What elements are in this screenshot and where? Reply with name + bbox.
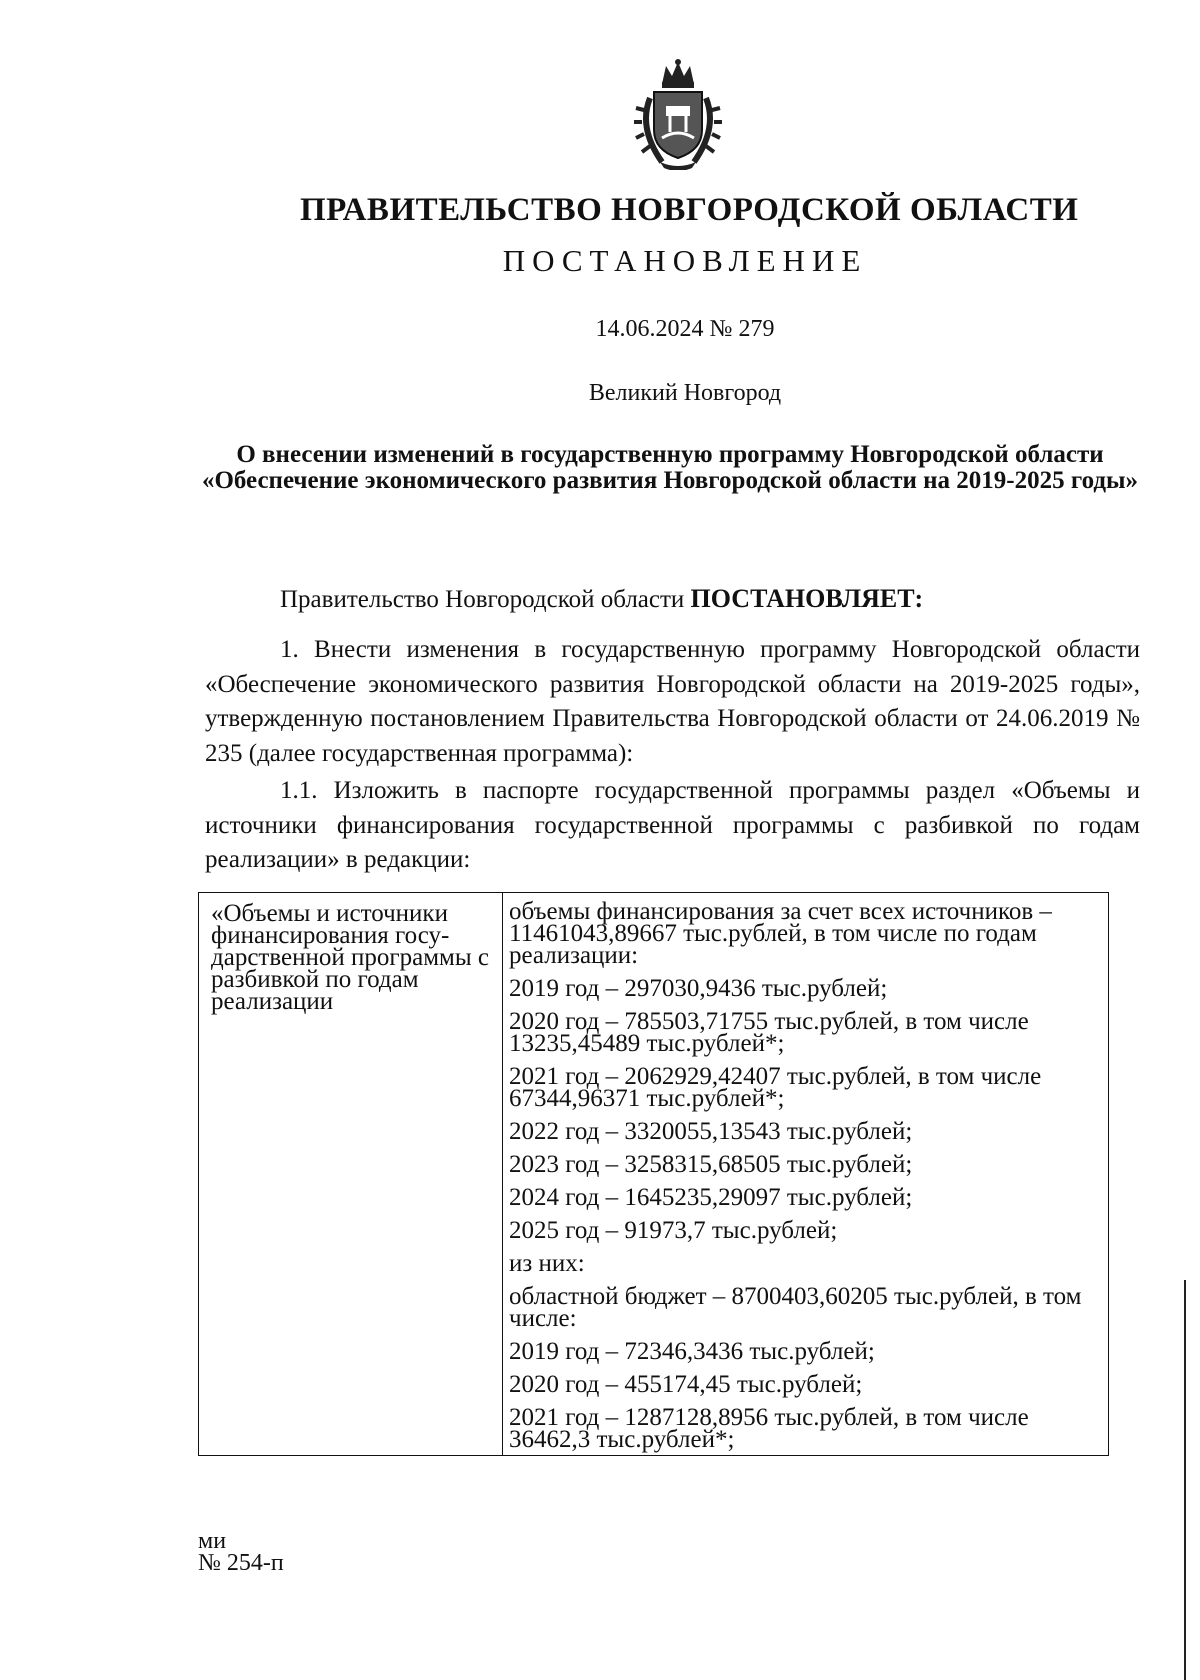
document-city: Великий Новгород	[588, 380, 782, 406]
document-type: ПОСТАНОВЛЕНИЕ	[502, 243, 868, 278]
financing-item: 2021 год – 2062929,42407 тыс.рублей, в том числе 67344,96371 тыс.рублей*;	[509, 1063, 1042, 1112]
financing-item: 2020 год – 455174,45 тыс.рублей;	[509, 1371, 863, 1398]
footer-reference	[198, 1530, 284, 1574]
preamble-text: Правительство Новгородской области	[280, 586, 691, 613]
financing-item: 2021 год – 1287128,8956 тыс.рублей, в том числе 36462,3 тыс.рублей*;	[509, 1404, 1029, 1453]
document-subject: О внесении изменений в государственную программу Новгородской области «Обеспечение экономического развития Новгородской области на 2019-2025 годы»	[201, 441, 1139, 494]
paragraph-1: 1. Внести изменения в государственную программу Новгородской области «Обеспечение экономического развития Новгородской области на 2019-2025 годы», утвержденную постановлением Правительства Новгородской области от 24.06.2019 № 235 (далее государственная программа):	[205, 636, 1140, 767]
novgorod-coat-of-arms-icon	[632, 58, 724, 170]
table-row	[199, 893, 1109, 1456]
financing-values-cell	[503, 893, 1109, 1456]
financing-item: из них:	[509, 1250, 585, 1277]
preamble-resolves: ПОСТАНОВЛЯЕТ:	[690, 584, 924, 613]
financing-label-cell: «Объемы и источники финансирования госу-дарственной программы с разбивкой по годам реализации	[199, 893, 503, 1456]
financing-item: областной бюджет – 8700403,60205 тыс.рублей, в том числе:	[509, 1283, 1082, 1332]
government-title: ПРАВИТЕЛЬСТВО НОВГОРОДСКОЙ ОБЛАСТИ	[300, 192, 1079, 228]
financing-item: 2024 год – 1645235,29097 тыс.рублей;	[509, 1184, 913, 1211]
financing-item: 2023 год – 3258315,68505 тыс.рублей;	[509, 1151, 913, 1178]
footer-draft-number: № 254-п	[198, 1550, 284, 1576]
financing-item: 2025 год – 91973,7 тыс.рублей;	[509, 1217, 838, 1244]
financing-item: объемы финансирования за счет всех источников – 11461043,89667 тыс.рублей, в том числе по годам реализации:	[509, 898, 1052, 969]
paragraph-1-1: 1.1. Изложить в паспорте государственной программы раздел «Объемы и источники финансирования государственной программы с разбивкой по годам реализации» в редакции:	[205, 777, 1140, 873]
financing-item: 2019 год – 297030,9436 тыс.рублей;	[509, 975, 888, 1002]
financing-item: 2020 год – 785503,71755 тыс.рублей, в том числе 13235,45489 тыс.рублей*;	[509, 1008, 1029, 1057]
footer-initials: ми	[198, 1528, 227, 1554]
financing-item: 2019 год – 72346,3436 тыс.рублей;	[509, 1338, 875, 1365]
page-edge-line	[1184, 1280, 1186, 1680]
preamble	[280, 584, 923, 614]
document-date-number: 14.06.2024 № 279	[595, 316, 775, 342]
financing-item: 2022 год – 3320055,13543 тыс.рублей;	[509, 1118, 913, 1145]
financing-table	[198, 892, 1109, 1456]
